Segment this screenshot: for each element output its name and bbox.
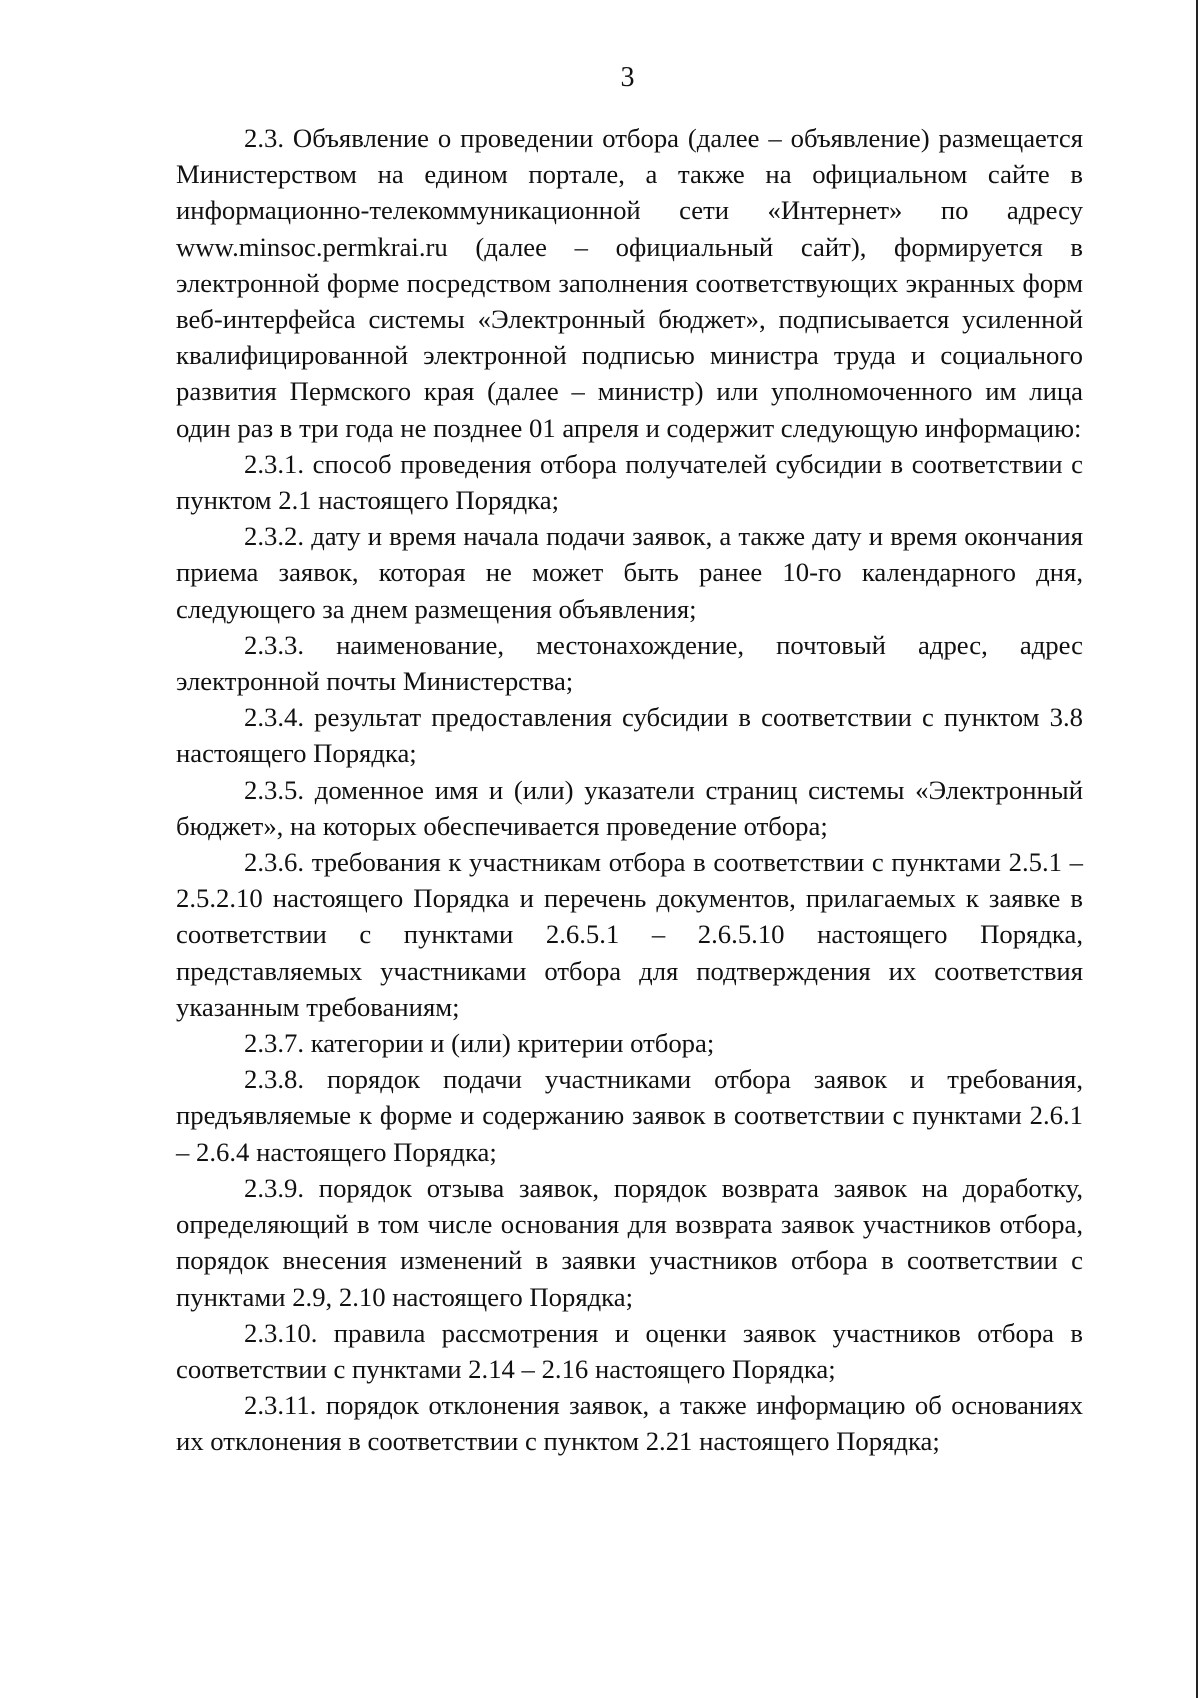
paragraph-2-3-11: 2.3.11. порядок отклонения заявок, а также информацию об основаниях их отклонения в соответствии с пунктом 2.21 настоящего Порядка; <box>176 1390 1083 1457</box>
paragraph-2-3-2: 2.3.2. дату и время начала подачи заявок, а также дату и время окончания приема заявок, которая не может быть ранее 10-го календарного дня, следующего за днем размещения объявления; <box>176 521 1083 624</box>
paragraph-2-3: 2.3. Объявление о проведении отбора (далее – объявление) размещается Министерством на едином портале, а также на официальном сайте в информационно-телекоммуникационной сети «Интернет» по адресу www.minsoc.permkrai.ru (далее – официальный сайт), формируется в электронной форме посредством заполнения соответствующих экранных форм веб-интерфейса системы «Электронный бюджет», подписывается усиленной квалифицированной электронной подписью министра труда и социального развития Пермского края (далее – министр) или уполномоченного им лица один раз в три года не позднее 01 апреля и содержит следующую информацию: <box>176 123 1083 443</box>
document-body <box>176 120 1083 1460</box>
scan-edge-line <box>1196 0 1198 1698</box>
paragraph-2-3-5: 2.3.5. доменное имя и (или) указатели страниц системы «Электронный бюджет», на которых обеспечивается проведение отбора; <box>176 774 1083 841</box>
page-number: 3 <box>620 62 635 93</box>
paragraph-2-3-1: 2.3.1. способ проведения отбора получателей субсидии в соответствии с пунктом 2.1 настоящего Порядка; <box>176 448 1083 516</box>
paragraph-2-3-7: 2.3.7. категории и (или) критерии отбора; <box>244 1028 715 1059</box>
paragraph-2-3-10: 2.3.10. правила рассмотрения и оценки заявок участников отбора в соответствии с пунктами 2.14 – 2.16 настоящего Порядка; <box>176 1317 1083 1384</box>
paragraph-2-3-8: 2.3.8. порядок подачи участниками отбора заявок и требования, предъявляемые к форме и содержанию заявок в соответствии с пунктами 2.6.1 – 2.6.4 настоящего Порядка; <box>176 1064 1083 1167</box>
paragraph-2-3-3: 2.3.3. наименование, местонахождение, почтовый адрес, адрес электронной почты Министерства; <box>176 629 1083 697</box>
paragraph-2-3-9: 2.3.9. порядок отзыва заявок, порядок возврата заявок на доработку, определяющий в том числе основания для возврата заявок участников отбора, порядок внесения изменений в заявки участников отбора в соответствии с пунктами 2.9, 2.10 настоящего Порядка; <box>176 1172 1083 1312</box>
paragraph-2-3-4: 2.3.4. результат предоставления субсидии в соответствии с пунктом 3.8 настоящего Порядка; <box>176 702 1083 769</box>
paragraph-2-3-6: 2.3.6. требования к участникам отбора в соответствии с пунктами 2.5.1 – 2.5.2.10 настоящего Порядка и перечень документов, прилагаемых к заявке в соответствии с пунктами 2.6.5.1 – 2.6.5.10 настоящего Порядка, представляемых участниками отбора для подтверждения их соответствия указанным требованиям; <box>176 847 1083 1022</box>
